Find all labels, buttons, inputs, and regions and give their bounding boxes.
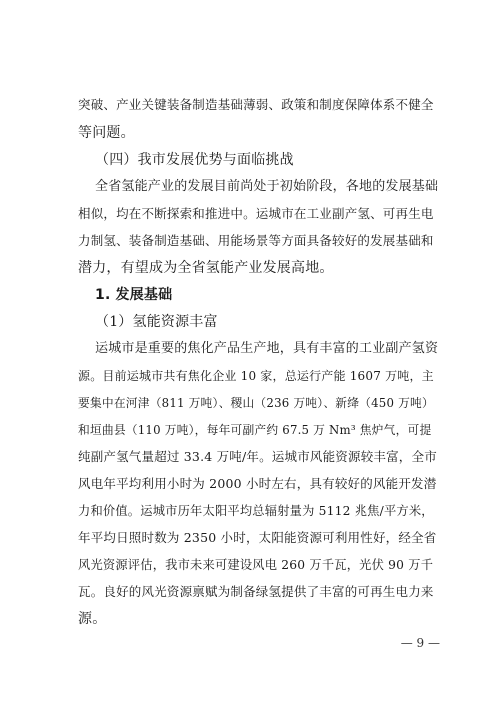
body-text-line: 纯副产氢气量超过 33.4 万吨/年。运城市风能资源较丰富，全市 (78, 449, 437, 464)
body-text-line: 风电年平均利用小时为 2000 小时左右，具有较好的风能开发潜 (78, 476, 437, 491)
body-text-line: 全省氢能产业的发展目前尚处于初始阶段，各地的发展基础 (95, 179, 439, 194)
body-text-line: 突破、产业关键装备制造基础薄弱、政策和制度保障体系不健全 (78, 97, 434, 112)
body-text-line: 力和价值。运城市历年太阳平均总辐射量为 5112 兆焦/平方米， (78, 504, 434, 518)
body-text-line: 等问题。 (78, 125, 135, 141)
body-text-line: 和垣曲县（110 万吨），每年可副产约 67.5 万 Nm³ 焦炉气，可提 (78, 423, 432, 437)
body-text-line: 源。目前运城市共有焦化企业 10 家，总运行产能 1607 万吨，主 (78, 369, 434, 383)
subsection-heading: 1. 发展基础 (95, 287, 173, 303)
body-text-line: 瓦。良好的风光资源禀赋为制备绿氢提供了丰富的可再生电力来 (78, 584, 434, 599)
body-text-line: 源。 (78, 611, 107, 627)
body-text-line: 风光资源评估，我市未来可建设风电 260 万千瓦，光伏 90 万千 (78, 558, 434, 572)
section-heading: （四）我市发展优势与面临挑战 (95, 152, 294, 168)
body-text-line: 潜力，有望成为全省氢能产业发展高地。 (78, 260, 334, 276)
body-text-line: 相似，均在不断探索和推进中。运城市在工业副产氢、可再生电 (78, 206, 434, 221)
body-text-line: 年平均日照时数为 2350 小时，太阳能资源可利用性好，经全省 (78, 530, 437, 545)
sub-subsection-heading: （1）氢能资源丰富 (95, 314, 218, 330)
body-text-line: 力制氢、装备制造基础、用能场景等方面具备较好的发展基础和 (78, 233, 434, 248)
body-text-line: 要集中在河津（811 万吨）、稷山（236 万吨）、新绛（450 万吨） (78, 396, 434, 410)
body-text-line: 运城市是重要的焦化产品生产地，具有丰富的工业副产氢资 (95, 341, 439, 356)
page-number: — 9 — (400, 636, 440, 650)
